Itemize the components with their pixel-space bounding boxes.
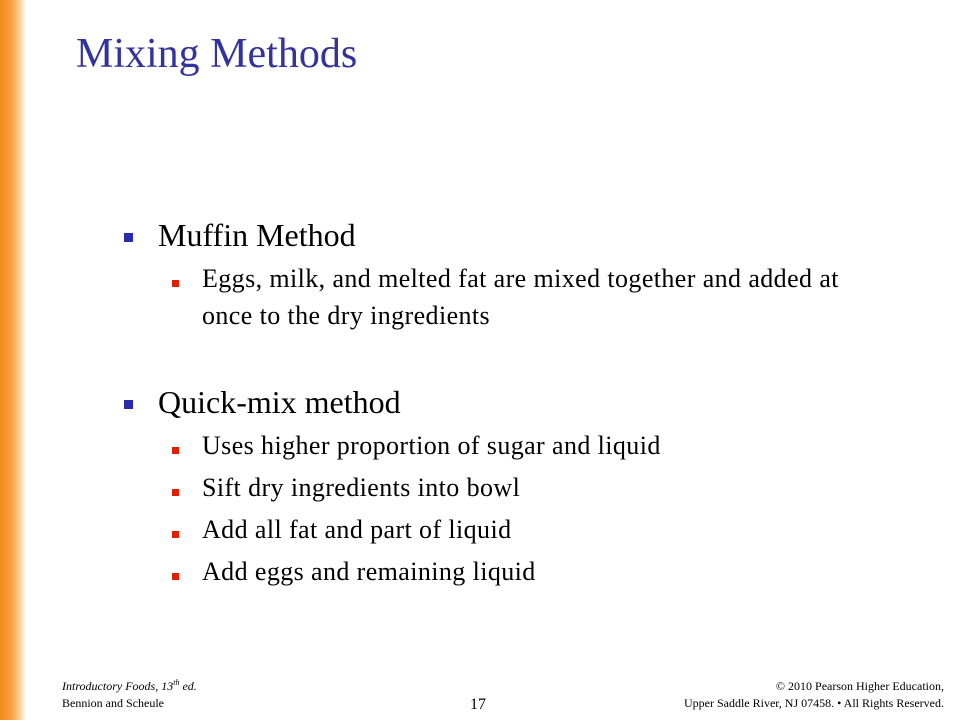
quick-mix-point-2: Sift dry ingredients into bowl [202,473,521,502]
sub-bullet-square-icon [172,531,179,538]
footer-book-info [62,678,197,712]
muffin-method-point-1: Eggs, milk, and melted fat are mixed together and added at once to the dry ingredients [202,264,839,330]
bullet-square-icon [124,233,133,242]
copyright-line-2: Upper Saddle River, NJ 07458. • All Rights Reserved. [683,696,944,710]
quick-mix-point-3: Add all fat and part of liquid [202,515,512,544]
footer-authors: Bennion and Scheule [62,696,164,710]
sub-bullet-square-icon [172,489,179,496]
page-number: 17 [470,696,486,713]
footer-copyright [684,678,944,712]
sub-bullet-square-icon [172,447,179,454]
edition-suffix: ed. [179,679,197,693]
book-title-text: Introductory Foods, 13 [62,679,174,693]
section-heading-quick-mix-method: Quick-mix method [158,384,401,420]
quick-mix-point-4: Add eggs and remaining liquid [202,557,536,586]
quick-mix-point-1: Uses higher proportion of sugar and liquid [202,431,661,460]
edition-superscript: th [173,678,180,687]
copyright-line-1: © 2010 Pearson Higher Education, [775,679,944,693]
slide-title: Mixing Methods [76,31,358,77]
section-heading-muffin-method: Muffin Method [158,217,356,253]
sub-bullet-square-icon [172,573,179,580]
footer-book-title [62,678,197,695]
bullet-square-icon [124,400,133,409]
sub-bullet-square-icon [172,280,179,287]
